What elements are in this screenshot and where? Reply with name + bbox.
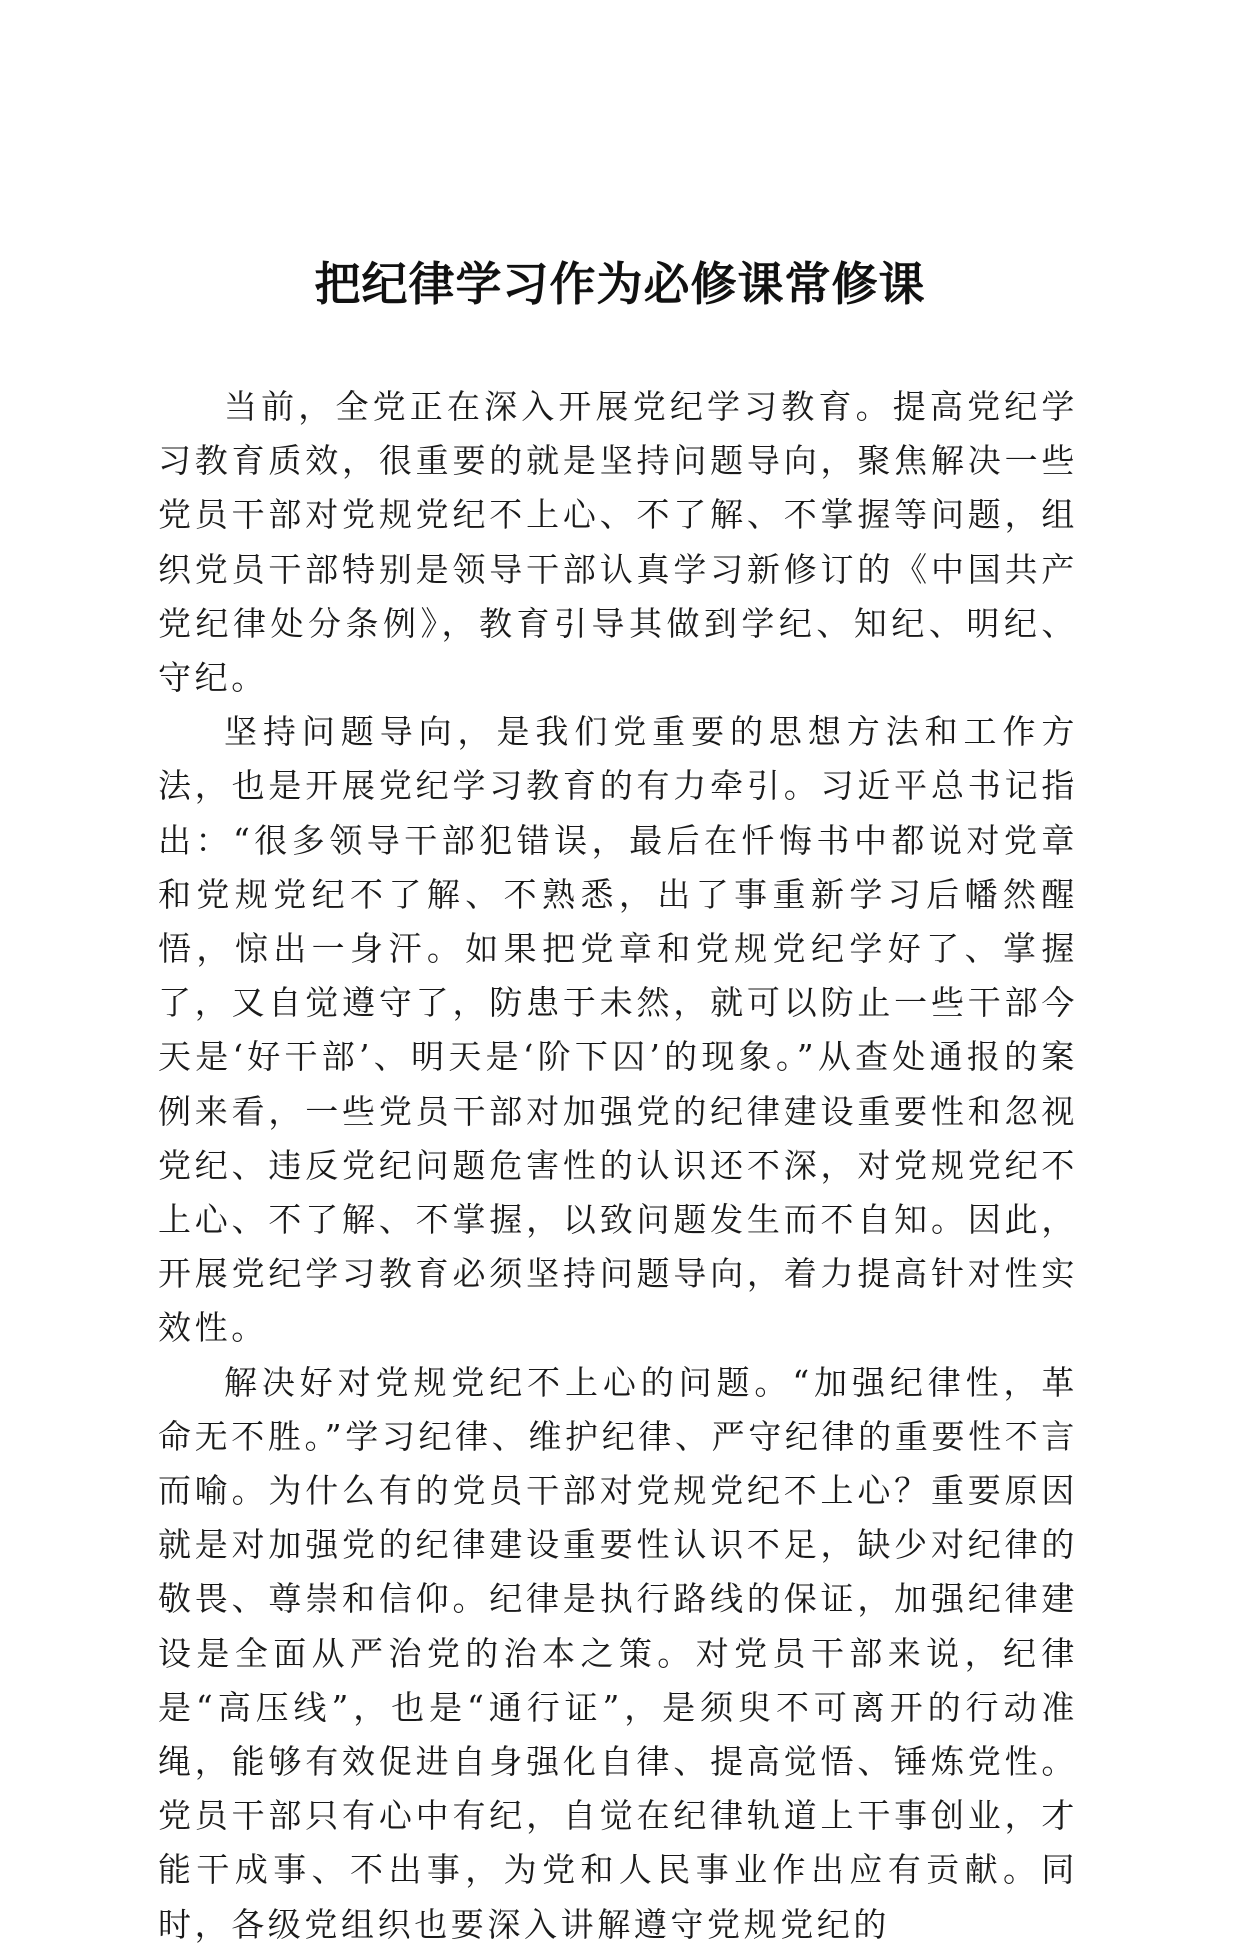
- document-title: 把纪律学习作为必修课常修课: [314, 257, 926, 311]
- paragraph-2: 坚持问题导向，是我们党重要的思想方法和工作方法，也是开展党纪学习教育的有力牵引。习近平总书记指出：“很多领导干部犯错误，最后在忏悔书中都说对党章和党规党纪不了解、不熟悉，出了事重新学习后幡然醒悟，惊出一身汗。如果把党章和党规党纪学好了、掌握了，又自觉遵守了，防患于未然，就可以防止一些干部今天是‘好干部’、明天是‘阶下囚’的现象。”从查处通报的案例来看，一些党员干部对加强党的纪律建设重要性和忽视党纪、违反党纪问题危害性的认识还不深，对党规党纪不上心、不了解、不掌握，以致问题发生而不自知。因此，开展党纪学习教育必须坚持问题导向，着力提高针对性实效性。: [158, 712, 1078, 1348]
- paragraph-1: 当前，全党正在深入开展党纪学习教育。提高党纪学习教育质效，很重要的就是坚持问题导向，聚焦解决一些党员干部对党规党纪不上心、不了解、不掌握等问题，组织党员干部特别是领导干部认真学习新修订的《中国共产党纪律处分条例》，教育引导其做到学纪、知纪、明纪、守纪。: [158, 387, 1078, 698]
- document-body: [158, 380, 1078, 1952]
- paragraph-3: 解决好对党规党纪不上心的问题。“加强纪律性，革命无不胜。”学习纪律、维护纪律、严守纪律的重要性不言而喻。为什么有的党员干部对党规党纪不上心？重要原因就是对加强党的纪律建设重要性认识不足，缺少对纪律的敬畏、尊崇和信仰。纪律是执行路线的保证，加强纪律建设是全面从严治党的治本之策。对党员干部来说，纪律是“高压线”，也是“通行证”，是须臾不可离开的行动准绳，能够有效促进自身强化自律、提高觉悟、锤炼党性。党员干部只有心中有纪，自觉在纪律轨道上干事创业，才能干成事、不出事，为党和人民事业作出应有贡献。同时，各级党组织也要深入讲解遵守党规党纪的: [158, 1362, 1078, 1944]
